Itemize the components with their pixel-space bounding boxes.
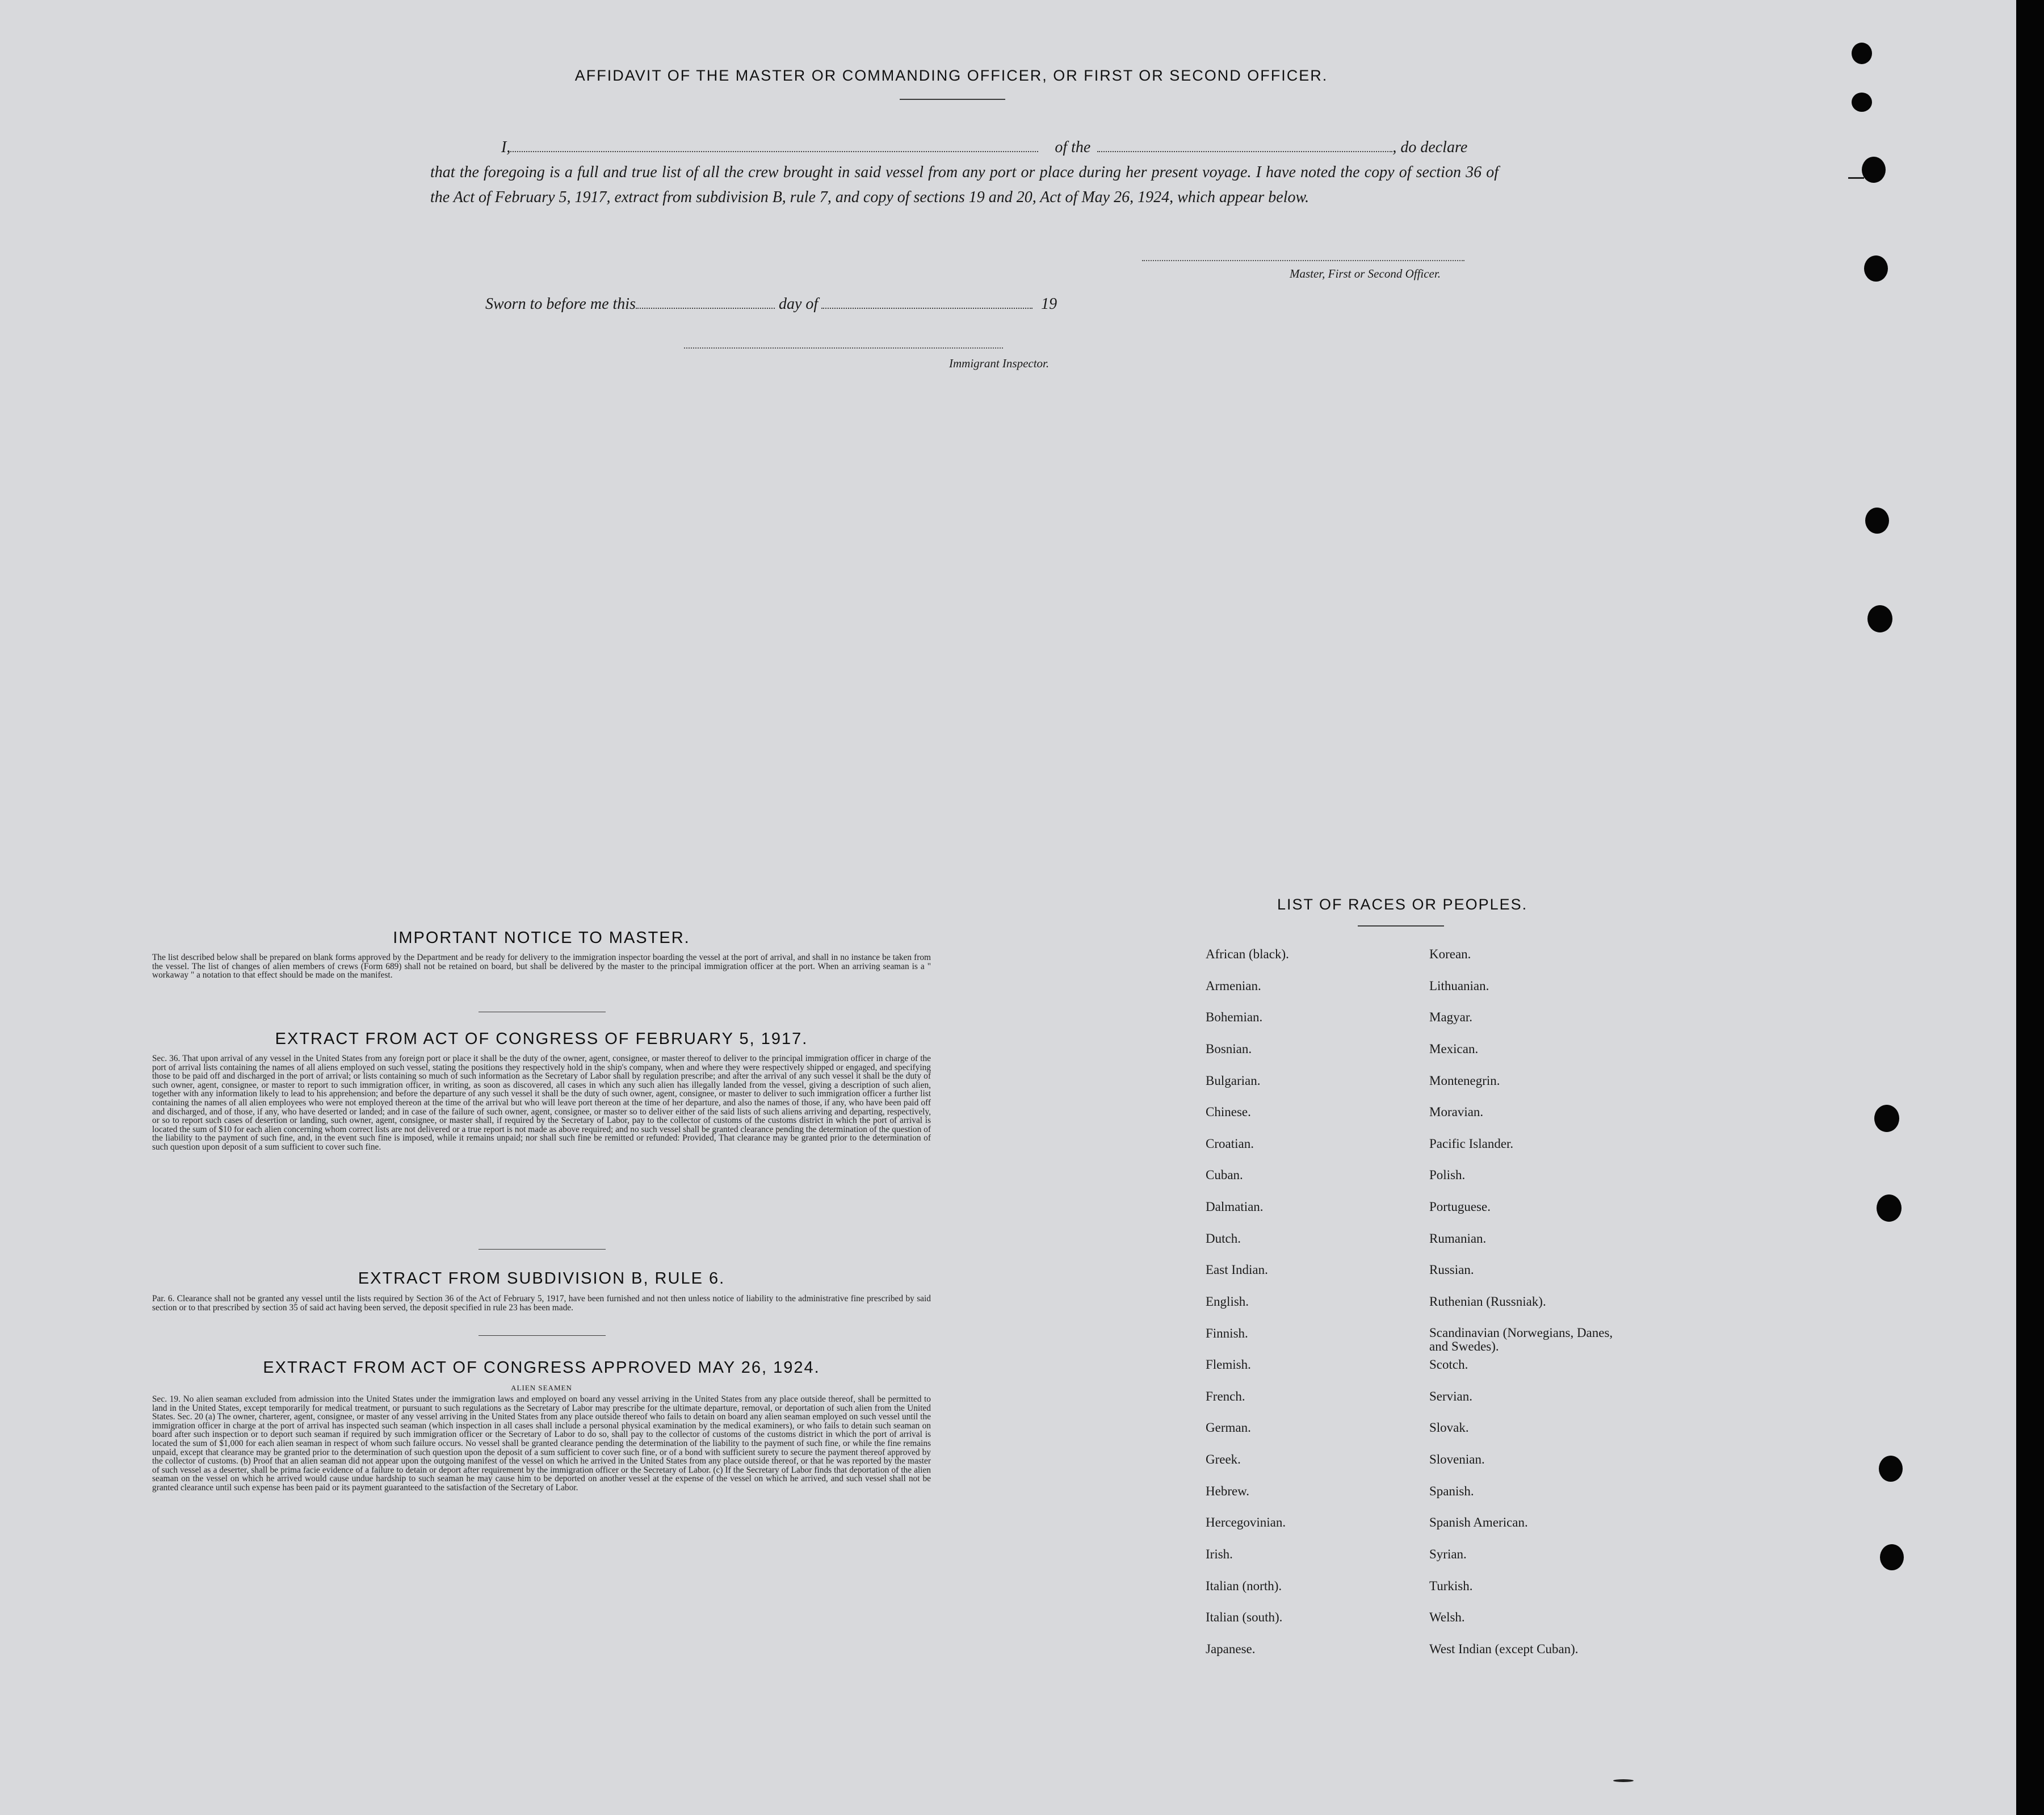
sworn-year-label: 19	[1041, 295, 1057, 313]
punch-hole	[1879, 1456, 1903, 1482]
race-item: Syrian.	[1429, 1547, 1467, 1561]
race-item: Magyar.	[1429, 1010, 1473, 1024]
race-item: French.	[1206, 1389, 1245, 1403]
race-item: Spanish.	[1429, 1484, 1474, 1498]
race-item: Scandinavian (Norwegians, Danes, and Swedes).	[1429, 1326, 1613, 1353]
race-item: Italian (north).	[1206, 1579, 1282, 1593]
race-item: Slovak.	[1429, 1420, 1469, 1435]
scan-mark	[1613, 1779, 1634, 1782]
race-item: Mexican.	[1429, 1042, 1479, 1056]
race-item: Italian (south).	[1206, 1610, 1283, 1624]
race-item: Lithuanian.	[1429, 979, 1489, 993]
race-item: Spanish American.	[1429, 1515, 1528, 1529]
race-item: Irish.	[1206, 1547, 1233, 1561]
affidavit-title: AFFIDAVIT OF THE MASTER OR COMMANDING OFFICER, OR FIRST OR SECOND OFFICER.	[574, 67, 1328, 84]
declarant-name-field[interactable]	[510, 151, 1038, 152]
notice-text: The list described below shall be prepared on blank forms approved by the Department and be ready for delivery to the immigration inspector boarding the vessel at the port of arrival, and shall in no instance be taken from the vessel. The list of changes of alien members of crews (Form 689) shall not be retained on board, but shall be delivered by the master to the principal immigration officer at the port. When an arriving seaman is a " workaway " a notation to that effect should be made on the manifest.	[152, 953, 931, 980]
race-item: Japanese.	[1206, 1642, 1256, 1656]
extract-1924-title: EXTRACT FROM ACT OF CONGRESS APPROVED MAY 26, 1924.	[263, 1359, 820, 1377]
race-item: Hebrew.	[1206, 1484, 1250, 1498]
scan-mark	[1848, 177, 1864, 179]
race-item: Korean.	[1429, 947, 1471, 961]
scan-border	[2016, 0, 2044, 1815]
race-item: Flemish.	[1206, 1357, 1251, 1372]
affidavit-text: that the foregoing is a full and true list of all the crew brought in said vessel from any port or place during her present voyage. I have noted the copy of section 36 of the Act of February 5, 1917, extract from subdivision B, rule 7, and copy of sections 19 and 20, Act of May 26, 1924, which appear below.	[430, 164, 1499, 206]
extract-1917-text: Sec. 36. That upon arrival of any vessel in the United States from any foreign port or place it shall be the duty of the owner, agent, consignee, or master thereof to deliver to the principal immigration officer in charge of the port of arrival lists containing the names of all aliens employed on such vessel, stating the positions they respectively hold in the ship's company, when and where they were respectively shipped or engaged, and specifying those to be paid off and discharged in the port of arrival; or lists containing so much of such information as the Secretary of Labor shall by regulation prescribe; and after the arrival of any such vessel it shall be the duty of such owner, agent, consignee, or master to report to such immigration officer, in writing, as soon as discovered, all cases in which any such alien has illegally landed from the vessel, giving a description of such alien, together with any information likely to lead to his apprehension; and before the departure of any such vessel it shall be the duty of such owner, agent, consignee, or master to deliver to such immigration officer a further list containing the names of all alien employees who were not employed thereon at the time of the arrival but who will leave port thereon at the time of her departure, and also the names of those, if any, who have been paid off and discharged, and of those, if any, who have deserted or landed; and in case of the failure of such owner, agent, consignee, or master so to deliver either of the said lists of such aliens arriving and departing, respectively, or so to report such cases of desertion or landing, such owner, agent, consignee, or master shall, if required by the Secretary of Labor, pay to the collector of customs of the customs district in which the port of arrival is located the sum of $10 for each alien concerning whom correct lists are not delivered or a true report is not made as above required; and no such vessel shall be granted clearance pending the determination of the question of the liability to the payment of such fine, and, in the event such fine is imposed, while it remains unpaid; nor shall such fine be remitted or refunded: Provided, That clearance may be granted prior to the determination of such question upon deposit of a sum sufficient to cover such fine.	[152, 1054, 931, 1152]
punch-hole	[1867, 605, 1892, 632]
races-title: LIST OF RACES OR PEOPLES.	[1277, 896, 1528, 913]
punch-hole	[1852, 43, 1872, 64]
race-item: Montenegrin.	[1429, 1074, 1500, 1088]
notice-title: IMPORTANT NOTICE TO MASTER.	[393, 929, 690, 947]
race-item: East Indian.	[1206, 1263, 1268, 1277]
race-item: Dutch.	[1206, 1231, 1241, 1246]
affidavit-statement	[430, 135, 1499, 210]
race-item: Scotch.	[1429, 1357, 1468, 1372]
race-item: German.	[1206, 1420, 1251, 1435]
sworn-month-field[interactable]	[821, 308, 1033, 309]
race-item: Russian.	[1429, 1263, 1474, 1277]
race-item: Greek.	[1206, 1452, 1241, 1466]
punch-hole	[1877, 1194, 1902, 1222]
sworn-day-of-label: day of	[778, 295, 819, 313]
race-item: Armenian.	[1206, 979, 1261, 993]
race-item: Moravian.	[1429, 1105, 1484, 1119]
race-item: Cuban.	[1206, 1168, 1243, 1182]
race-item: Finnish.	[1206, 1326, 1248, 1340]
sworn-day-field[interactable]	[636, 308, 775, 309]
punch-hole	[1880, 1544, 1904, 1570]
race-item: Welsh.	[1429, 1610, 1465, 1624]
sworn-label: Sworn to before me this	[485, 295, 636, 313]
alien-seamen-subtitle: ALIEN SEAMEN	[511, 1384, 572, 1392]
race-item: Polish.	[1429, 1168, 1466, 1182]
section-divider	[479, 1249, 606, 1250]
inspector-signature-caption: Immigrant Inspector.	[949, 357, 1050, 370]
race-item: Pacific Islander.	[1429, 1137, 1514, 1151]
punch-hole	[1864, 255, 1888, 282]
race-item: Turkish.	[1429, 1579, 1473, 1593]
race-item: West Indian (except Cuban).	[1429, 1642, 1579, 1656]
extract-rule6-title: EXTRACT FROM SUBDIVISION B, RULE 6.	[358, 1269, 725, 1288]
extract-1924-text: Sec. 19. No alien seaman excluded from admission into the United States under the immigration laws and employed on board any vessel arriving in the United States from any place outside thereof, shall be permitted to land in the United States, except temporarily for medical treatment, or pursuant to such regulations as the Secretary of Labor may prescribe for the ultimate departure, removal, or deportation of such alien from the United States. Sec. 20 (a) The owner, charterer, agent, consignee, or master of any vessel arriving in the United States from any place outside thereof who fails to detain on board any alien seaman employed on such vessel until the immigration officer in charge at the port of arrival has inspected such seaman (which inspection in all cases shall include a personal physical examination by the medical examiners), or who fails to detain such seaman on board after such inspection or to deport such seaman if required by such immigration officer or the Secretary of Labor to do so, shall pay to the collector of customs of the customs district in which the port of arrival is located the sum of $1,000 for each alien seaman in respect of whom such failure occurs. No vessel shall be granted clearance pending the determination of the liability to the payment of such fine, or while the fine remains unpaid, except that clearance may be granted prior to the determination of such question upon the deposit of a sum sufficient to cover such fine, or of a bond with sufficient surety to secure the payment thereof approved by the collector of customs. (b) Proof that an alien seaman did not appear upon the outgoing manifest of the vessel on which he arrived in the United States from any place outside thereof, or that he was reported by the master of such vessel as a deserter, shall be prima facie evidence of a failure to detain or deport after requirement by the immigration officer or the Secretary of Labor. (c) If the Secretary of Labor finds that deportation of the alien seaman on the vessel on which he arrived would cause undue hardship to such seaman he may cause him to be deported on another vessel at the expense of the vessel on which he arrived, and such vessel shall not be granted clearance until such expense has been paid or its payment guaranteed to the satisfaction of the Secretary of Labor.	[152, 1394, 931, 1493]
race-item: Dalmatian.	[1206, 1200, 1264, 1214]
race-item: Rumanian.	[1429, 1231, 1487, 1246]
punch-hole	[1874, 1105, 1899, 1132]
race-item: African (black).	[1206, 947, 1289, 961]
race-item: Portuguese.	[1429, 1200, 1491, 1214]
race-item: Slovenian.	[1429, 1452, 1485, 1466]
race-item: Servian.	[1429, 1389, 1473, 1403]
punch-hole	[1865, 508, 1889, 534]
race-item: Croatian.	[1206, 1137, 1254, 1151]
master-signature-caption: Master, First or Second Officer.	[1290, 267, 1441, 280]
races-divider	[1358, 925, 1444, 927]
master-signature-line[interactable]	[1142, 260, 1464, 261]
race-item: Ruthenian (Russniak).	[1429, 1294, 1546, 1309]
vessel-label: of the	[1055, 139, 1091, 156]
sworn-line	[485, 295, 1057, 313]
race-item: Bohemian.	[1206, 1010, 1263, 1024]
extract-rule6-text: Par. 6. Clearance shall not be granted any vessel until the lists required by Section 36 of the Act of February 5, 1917, have been furnished and not then unless notice of liability to the administrative fine prescribed by said section or to that prescribed by section 35 of said act having been served, the deposit specified in rule 23 has been made.	[152, 1294, 931, 1313]
race-item: Bulgarian.	[1206, 1074, 1261, 1088]
inspector-signature-line[interactable]	[684, 347, 1003, 349]
title-divider	[900, 99, 1005, 100]
declare-label: , do declare	[1392, 139, 1468, 156]
section-divider	[479, 1335, 606, 1336]
declarant-label: I,	[501, 139, 511, 156]
race-item: Chinese.	[1206, 1105, 1251, 1119]
punch-hole	[1852, 93, 1872, 112]
race-item: Bosnian.	[1206, 1042, 1252, 1056]
vessel-name-field[interactable]	[1097, 151, 1392, 152]
race-item: Hercegovinian.	[1206, 1515, 1286, 1529]
race-item: English.	[1206, 1294, 1249, 1309]
punch-hole	[1862, 157, 1886, 183]
extract-1917-title: EXTRACT FROM ACT OF CONGRESS OF FEBRUARY 5, 1917.	[275, 1030, 808, 1048]
